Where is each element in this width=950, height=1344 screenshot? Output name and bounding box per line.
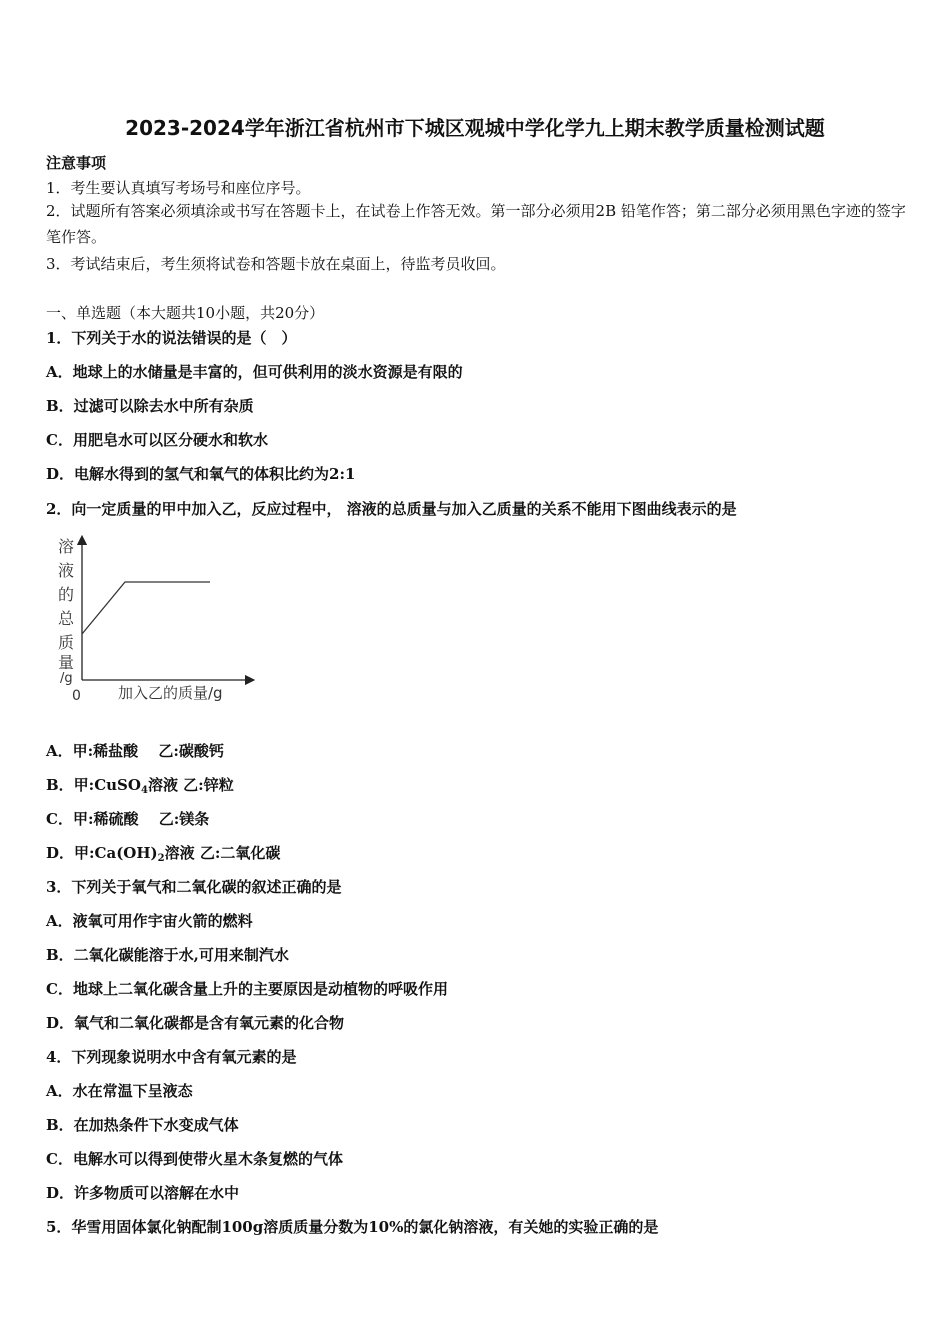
y-label-char: 质 bbox=[58, 633, 75, 652]
x-label: 加入乙的质量/g bbox=[118, 684, 223, 702]
question-stem: 1．下列关于水的说法错误的是（ ） bbox=[46, 329, 297, 347]
y-label-char: 总 bbox=[58, 609, 75, 628]
question-stem: 2．向一定质量的甲中加入乙，反应过程中， 溶液的总质量与加入乙质量的关系不能用下图曲线表示的是 bbox=[46, 500, 737, 518]
option-d: D．甲$:Ca(OH)_2$溶液 乙:二氧化碳 bbox=[46, 844, 281, 864]
option-c: C．用肥皂水可以区分硬水和软水 bbox=[46, 431, 268, 449]
origin-label: 0 bbox=[72, 688, 81, 704]
question-stem: 4．下列现象说明水中含有氧元素的是 bbox=[46, 1048, 297, 1066]
option-a: A．水在常温下呈液态 bbox=[46, 1082, 193, 1100]
y-label-char: 液 bbox=[58, 561, 75, 580]
section-heading: 一、单选题（本大题共10小题，共20分） bbox=[46, 304, 325, 322]
option-c: C．电解水可以得到使带火星木条复燃的气体 bbox=[46, 1150, 343, 1168]
notice-heading: 注意事项 bbox=[46, 154, 107, 172]
curve-line bbox=[82, 582, 210, 634]
notice-item: 3．考试结束后，考生须将试卷和答题卡放在桌面上，待监考员收回。 bbox=[46, 255, 506, 273]
option-b: B．在加热条件下水变成气体 bbox=[46, 1116, 239, 1134]
y-label-unit: /g bbox=[60, 671, 73, 686]
page-title: 2023-2024学年浙江省杭州市下城区观城中学化学九上期末教学质量检测试题 bbox=[125, 116, 825, 140]
option-a: A．甲:稀盐酸 乙:碳酸钙 bbox=[46, 742, 224, 760]
option-b: B．二氧化碳能溶于水,可用来制汽水 bbox=[46, 946, 289, 964]
option-b: B．甲:CuSO$_4$溶液 乙:锌粒 bbox=[46, 776, 234, 796]
option-c: C．地球上二氧化碳含量上升的主要原因是动植物的呼吸作用 bbox=[46, 980, 448, 998]
option-d: D．电解水得到的氢气和氧气的体积比约为2:1 bbox=[46, 465, 356, 483]
y-label-char: 的 bbox=[58, 585, 75, 604]
mass-graph bbox=[50, 530, 260, 710]
y-label-char: 量 bbox=[58, 653, 75, 672]
question-stem: 3．下列关于氧气和二氧化碳的叙述正确的是 bbox=[46, 878, 342, 896]
option-a: A．地球上的水储量是丰富的，但可供利用的淡水资源是有限的 bbox=[46, 363, 463, 381]
notice-item: 1．考生要认真填写考场号和座位序号。 bbox=[46, 179, 311, 197]
notice-item: 2．试题所有答案必须填涂或书写在答题卡上，在试卷上作答无效。第一部分必须用2B 铅笔作答；第二部分必须用黑色字迹的签字笔作答。 bbox=[46, 202, 906, 246]
option-b: B．过滤可以除去水中所有杂质 bbox=[46, 397, 254, 415]
option-d: D．氧气和二氧化碳都是含有氧元素的化合物 bbox=[46, 1014, 345, 1032]
option-c: C．甲:稀硫酸 乙:镁条 bbox=[46, 810, 210, 828]
y-label-char: 溶 bbox=[58, 537, 75, 556]
question-stem: 5．华雪用固体氯化钠配制100g溶质质量分数为10%的氯化钠溶液，有关她的实验正确的是 bbox=[46, 1218, 659, 1236]
option-d: D．许多物质可以溶解在水中 bbox=[46, 1184, 240, 1202]
option-a: A．液氧可用作宇宙火箭的燃料 bbox=[46, 912, 253, 930]
